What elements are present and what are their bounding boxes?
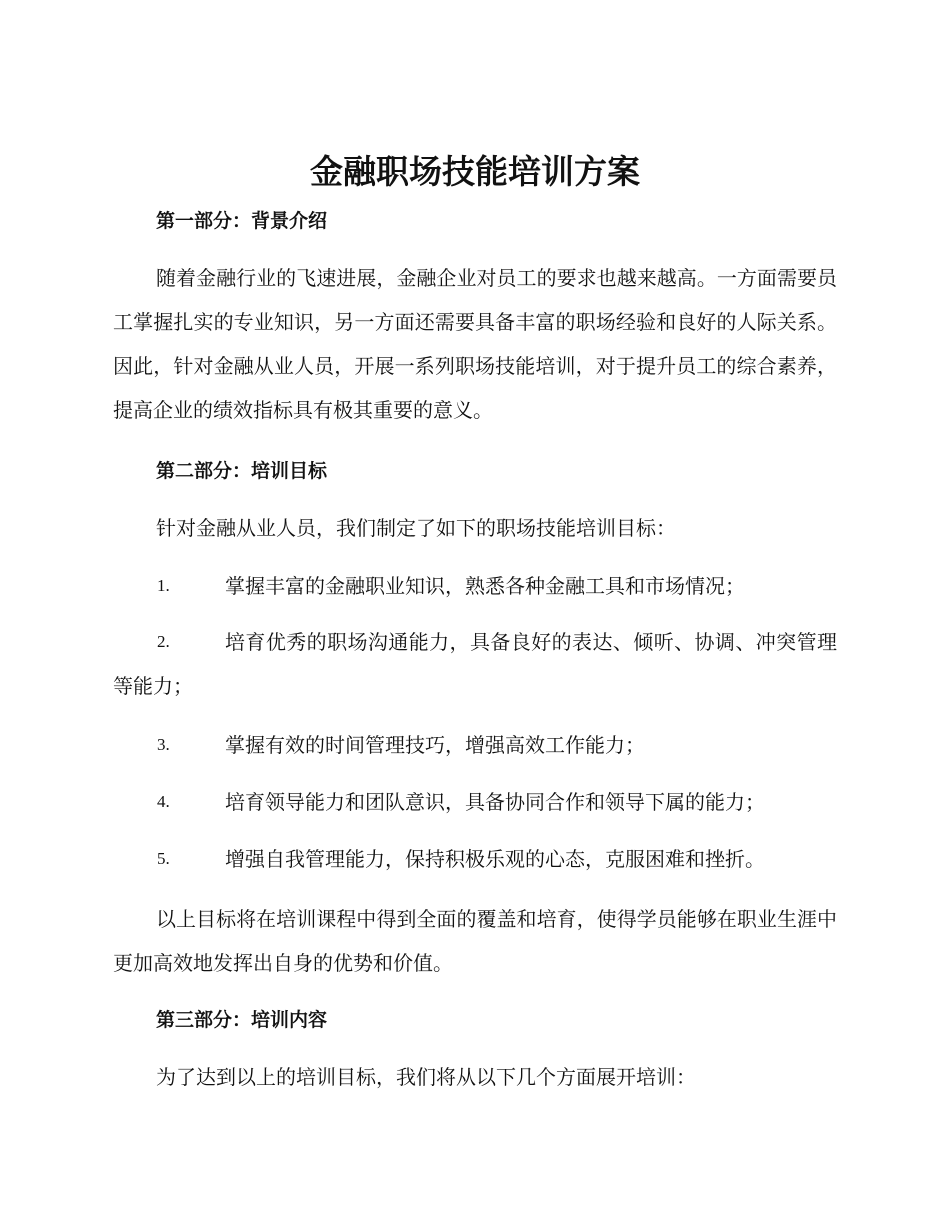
section-1-heading: 第一部分：背景介绍 [156,210,328,232]
section-2-heading: 第二部分：培训目标 [156,460,328,482]
goal-item-5 [113,837,837,881]
goal-item-text: 培育领导能力和团队意识，具备协同合作和领导下属的能力； [225,790,765,814]
document-title: 金融职场技能培训方案 [310,152,640,191]
goal-item-text: 掌握有效的时间管理技巧，增强高效工作能力； [225,733,645,757]
goal-item-2 [113,620,837,708]
goal-item-text: 增强自我管理能力，保持积极乐观的心态，克服困难和挫折。 [225,847,765,871]
section-2-conclusion: 以上目标将在培训课程中得到全面的覆盖和培育，使得学员能够在职业生涯中更加高效地发挥出自身的优势和价值。 [113,907,837,975]
goal-item-text: 掌握丰富的金融职业知识，熟悉各种金融工具和市场情况； [225,574,745,598]
section-2-intro: 针对金融从业人员，我们制定了如下的职场技能培训目标： [156,516,676,540]
section-3-intro: 为了达到以上的培训目标，我们将从以下几个方面展开培训： [156,1065,696,1089]
goal-item-number: 1. [157,576,170,595]
goal-item-number: 2. [157,632,170,651]
goal-item-1 [113,564,837,608]
goal-item-4 [113,780,837,824]
section-3-heading: 第三部分：培训内容 [156,1009,328,1031]
goal-item-number: 3. [157,735,170,754]
goal-item-number: 5. [157,849,170,868]
section-1-paragraph: 随着金融行业的飞速进展，金融企业对员工的要求也越来越高。一方面需要员工掌握扎实的专业知识，另一方面还需要具备丰富的职场经验和良好的人际关系。因此，针对金融从业人员，开展一系列职场技能培训，对于提升员工的综合素养，提高企业的绩效指标具有极其重要的意义。 [113,266,837,422]
goal-item-3 [113,723,837,767]
goal-item-number: 4. [157,792,170,811]
goal-item-text: 培育优秀的职场沟通能力，具备良好的表达、倾听、协调、冲突管理等能力； [113,630,837,698]
